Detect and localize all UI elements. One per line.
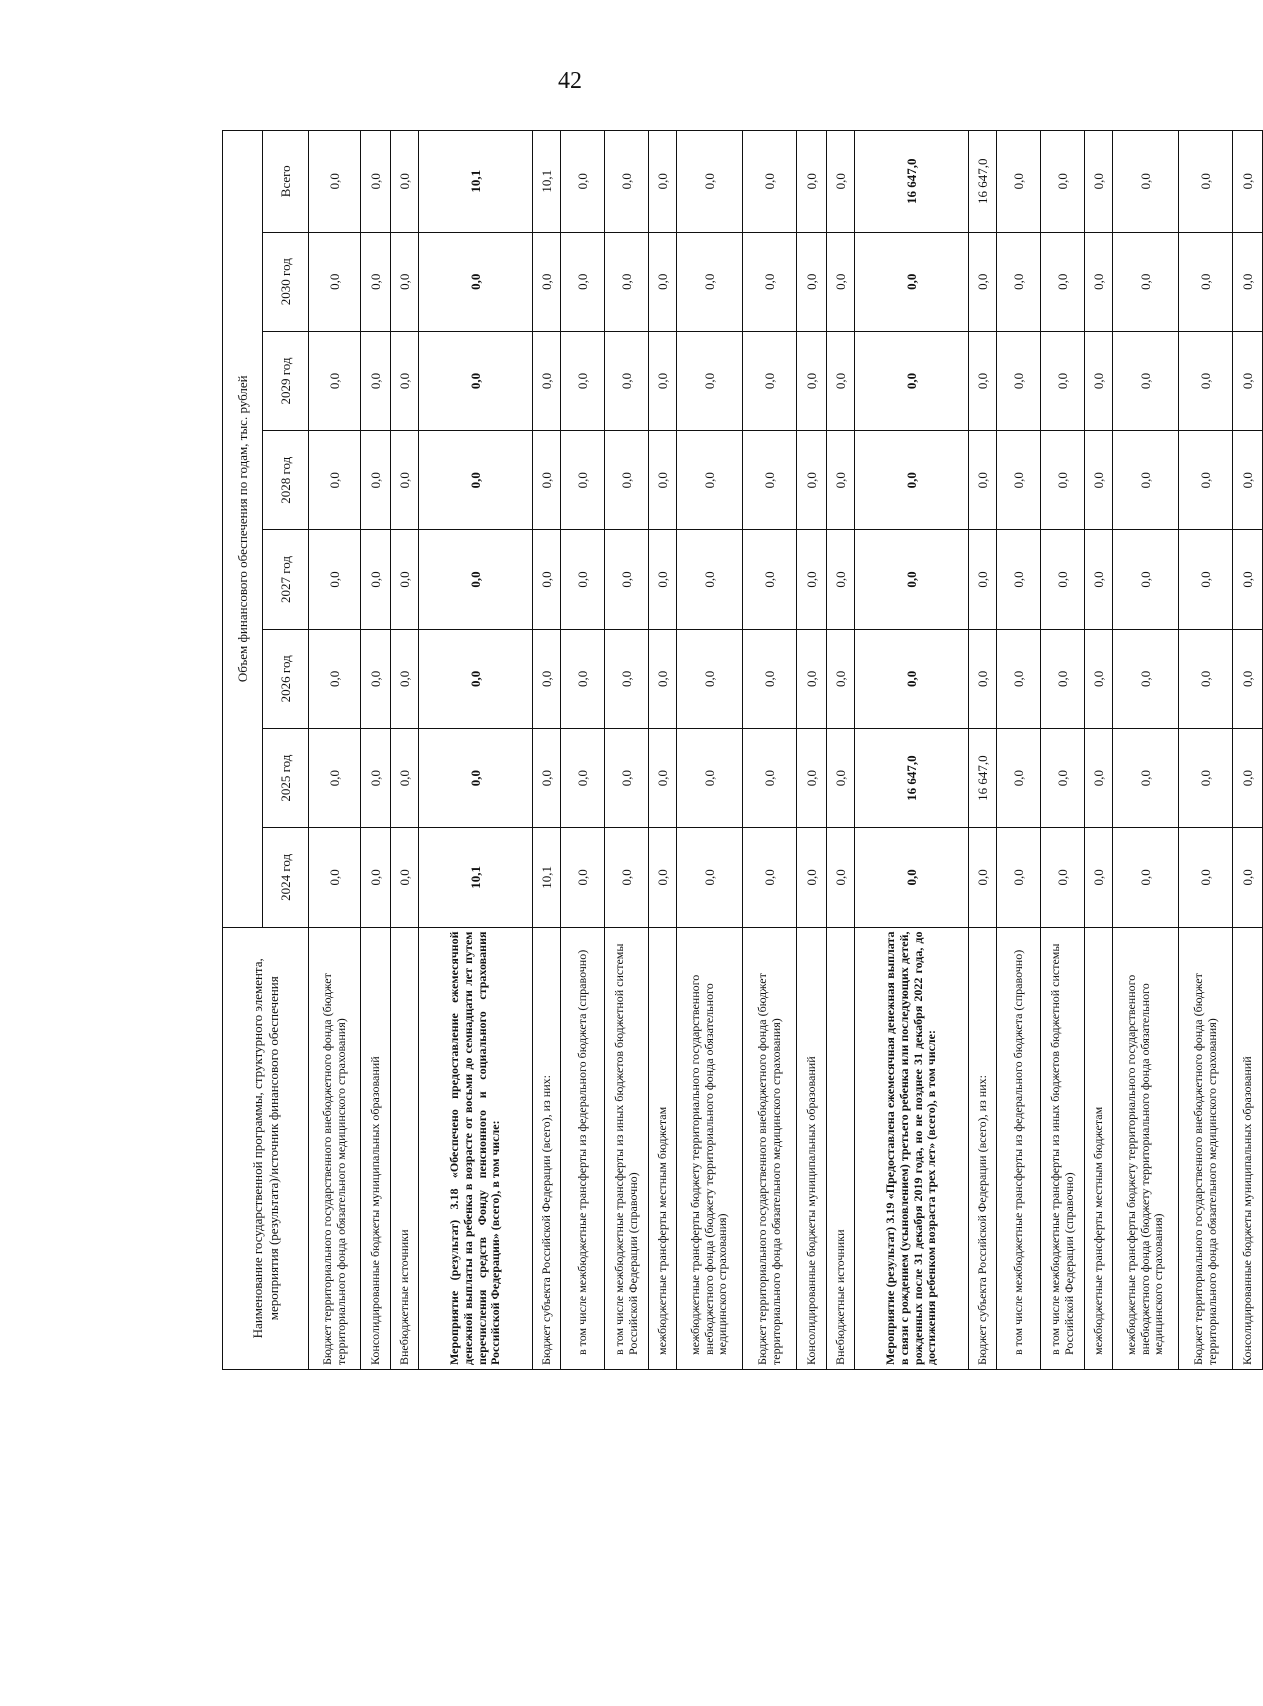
row-year-value: 0,0 — [677, 728, 743, 827]
row-year-value: 0,0 — [1041, 728, 1085, 827]
row-year-value: 0,0 — [561, 828, 605, 927]
header-year: 2024 год — [263, 828, 309, 927]
header-year: 2029 год — [263, 331, 309, 430]
row-year-value: 0,0 — [1041, 431, 1085, 530]
row-total-value: 0,0 — [1085, 131, 1113, 233]
row-year-value: 0,0 — [605, 530, 649, 629]
row-year-value: 0,0 — [419, 232, 533, 331]
row-year-value: 0,0 — [361, 331, 391, 430]
table-row — [969, 131, 997, 1370]
row-year-value: 0,0 — [1113, 431, 1179, 530]
row-year-value: 0,0 — [827, 728, 855, 827]
row-name: Мероприятие (результат) 3.19 «Предоставлена ежемесячная денежная выплата в связи с рождением (усыновлением) третьего ребенка или последующих детей, рожденных после 31 декабря 2019 года, но не позднее 31 декабря 2022 года, до достижения ребенком возраста трех лет» (всего), в том числе: — [855, 927, 969, 1369]
row-year-value: 0,0 — [1179, 828, 1233, 927]
row-year-value: 0,0 — [309, 431, 361, 530]
row-year-value: 0,0 — [743, 331, 797, 430]
row-year-value: 0,0 — [1233, 232, 1263, 331]
table-row — [533, 131, 561, 1370]
row-year-value: 0,0 — [1085, 331, 1113, 430]
row-name: Консолидированные бюджеты муниципальных образований — [797, 927, 827, 1369]
row-year-value: 0,0 — [1233, 530, 1263, 629]
row-year-value: 0,0 — [677, 232, 743, 331]
row-name: межбюджетные трансферты местным бюджетам — [1085, 927, 1113, 1369]
row-year-value: 0,0 — [561, 331, 605, 430]
row-year-value: 0,0 — [391, 232, 419, 331]
row-year-value: 0,0 — [649, 728, 677, 827]
row-total-value: 16 647,0 — [855, 131, 969, 233]
row-year-value: 0,0 — [419, 629, 533, 728]
row-year-value: 0,0 — [677, 431, 743, 530]
row-year-value: 0,0 — [605, 828, 649, 927]
row-year-value: 0,0 — [391, 431, 419, 530]
row-year-value: 0,0 — [997, 431, 1041, 530]
row-total-value: 0,0 — [743, 131, 797, 233]
row-year-value: 0,0 — [997, 629, 1041, 728]
table-row — [855, 131, 969, 1370]
row-year-value: 0,0 — [969, 530, 997, 629]
table-row — [605, 131, 649, 1370]
row-year-value: 0,0 — [649, 232, 677, 331]
row-year-value: 0,0 — [361, 232, 391, 331]
row-total-value: 0,0 — [1179, 131, 1233, 233]
row-total-value: 10,1 — [533, 131, 561, 233]
row-year-value: 0,0 — [677, 331, 743, 430]
row-year-value: 0,0 — [361, 828, 391, 927]
row-year-value: 0,0 — [361, 530, 391, 629]
row-name: межбюджетные трансферты местным бюджетам — [649, 927, 677, 1369]
row-name: Консолидированные бюджеты муниципальных образований — [361, 927, 391, 1369]
row-year-value: 0,0 — [533, 431, 561, 530]
row-year-value: 0,0 — [309, 331, 361, 430]
row-year-value: 0,0 — [561, 629, 605, 728]
row-year-value: 0,0 — [1085, 728, 1113, 827]
row-year-value: 0,0 — [309, 828, 361, 927]
row-year-value: 0,0 — [605, 331, 649, 430]
row-year-value: 0,0 — [997, 232, 1041, 331]
row-name: в том числе межбюджетные трансферты из федерального бюджета (справочно) — [997, 927, 1041, 1369]
row-year-value: 0,0 — [1233, 828, 1263, 927]
row-year-value: 0,0 — [855, 530, 969, 629]
table-body — [309, 131, 1263, 1370]
row-year-value: 0,0 — [1179, 232, 1233, 331]
row-year-value: 0,0 — [743, 530, 797, 629]
row-year-value: 0,0 — [533, 629, 561, 728]
row-year-value: 0,0 — [1041, 530, 1085, 629]
row-year-value: 0,0 — [1085, 828, 1113, 927]
row-total-value: 10,1 — [419, 131, 533, 233]
header-year: 2027 год — [263, 530, 309, 629]
row-name: Внебюджетные источники — [827, 927, 855, 1369]
row-total-value: 0,0 — [649, 131, 677, 233]
row-year-value: 0,0 — [827, 629, 855, 728]
header-year: 2030 год — [263, 232, 309, 331]
table-row — [677, 131, 743, 1370]
rotated-table-container — [222, 130, 1255, 1370]
row-year-value: 0,0 — [391, 530, 419, 629]
row-year-value: 0,0 — [1041, 629, 1085, 728]
table-row — [1041, 131, 1085, 1370]
row-year-value: 10,1 — [419, 828, 533, 927]
row-year-value: 0,0 — [649, 331, 677, 430]
row-year-value: 0,0 — [855, 629, 969, 728]
row-year-value: 0,0 — [1179, 530, 1233, 629]
row-year-value: 0,0 — [1179, 431, 1233, 530]
row-year-value: 0,0 — [1179, 629, 1233, 728]
row-year-value: 0,0 — [997, 331, 1041, 430]
row-year-value: 16 647,0 — [969, 728, 997, 827]
header-year: 2026 год — [263, 629, 309, 728]
row-total-value: 16 647,0 — [969, 131, 997, 233]
page-number: 42 — [558, 68, 582, 94]
row-year-value: 0,0 — [605, 728, 649, 827]
table-row — [1233, 131, 1263, 1370]
row-year-value: 0,0 — [1085, 629, 1113, 728]
row-year-value: 0,0 — [743, 431, 797, 530]
financing-table — [222, 130, 1263, 1370]
row-year-value: 0,0 — [997, 728, 1041, 827]
row-total-value: 0,0 — [677, 131, 743, 233]
row-year-value: 0,0 — [1041, 828, 1085, 927]
row-year-value: 0,0 — [533, 331, 561, 430]
row-year-value: 0,0 — [827, 331, 855, 430]
row-year-value: 0,0 — [969, 431, 997, 530]
row-year-value: 0,0 — [997, 828, 1041, 927]
row-year-value: 0,0 — [561, 431, 605, 530]
row-total-value: 0,0 — [361, 131, 391, 233]
row-year-value: 0,0 — [605, 232, 649, 331]
row-year-value: 0,0 — [1113, 728, 1179, 827]
row-year-value: 0,0 — [677, 629, 743, 728]
row-year-value: 0,0 — [1041, 331, 1085, 430]
row-year-value: 0,0 — [309, 530, 361, 629]
row-year-value: 0,0 — [1085, 232, 1113, 331]
row-year-value: 0,0 — [743, 629, 797, 728]
row-year-value: 0,0 — [1113, 232, 1179, 331]
row-name: межбюджетные трансферты бюджету территориального государственного внебюджетного фонда (бюджету территориального фонда обязательного медицинского страхования) — [677, 927, 743, 1369]
row-year-value: 0,0 — [391, 728, 419, 827]
table-row — [997, 131, 1041, 1370]
row-name: межбюджетные трансферты бюджету территориального государственного внебюджетного фонда (бюджету территориального фонда обязательного медицинского страхования) — [1113, 927, 1179, 1369]
table-row — [309, 131, 361, 1370]
row-year-value: 0,0 — [361, 431, 391, 530]
row-year-value: 0,0 — [827, 431, 855, 530]
row-year-value: 0,0 — [855, 431, 969, 530]
row-year-value: 0,0 — [1041, 232, 1085, 331]
row-year-value: 0,0 — [561, 728, 605, 827]
row-total-value: 0,0 — [605, 131, 649, 233]
row-year-value: 0,0 — [361, 629, 391, 728]
row-year-value: 10,1 — [533, 828, 561, 927]
row-year-value: 0,0 — [533, 530, 561, 629]
row-year-value: 0,0 — [997, 530, 1041, 629]
row-year-value: 0,0 — [391, 629, 419, 728]
row-total-value: 0,0 — [1233, 131, 1263, 233]
row-year-value: 0,0 — [797, 232, 827, 331]
header-year: 2028 год — [263, 431, 309, 530]
row-year-value: 16 647,0 — [855, 728, 969, 827]
table-row — [649, 131, 677, 1370]
row-year-value: 0,0 — [969, 331, 997, 430]
row-year-value: 0,0 — [743, 828, 797, 927]
row-year-value: 0,0 — [561, 232, 605, 331]
row-year-value: 0,0 — [419, 728, 533, 827]
row-year-value: 0,0 — [1233, 331, 1263, 430]
row-year-value: 0,0 — [797, 331, 827, 430]
row-year-value: 0,0 — [969, 629, 997, 728]
row-year-value: 0,0 — [1179, 728, 1233, 827]
row-year-value: 0,0 — [827, 530, 855, 629]
row-total-value: 0,0 — [561, 131, 605, 233]
row-year-value: 0,0 — [419, 431, 533, 530]
row-total-value: 0,0 — [797, 131, 827, 233]
row-year-value: 0,0 — [827, 828, 855, 927]
row-year-value: 0,0 — [969, 232, 997, 331]
table-row — [797, 131, 827, 1370]
row-year-value: 0,0 — [533, 232, 561, 331]
row-year-value: 0,0 — [1233, 431, 1263, 530]
row-year-value: 0,0 — [649, 530, 677, 629]
row-year-value: 0,0 — [855, 232, 969, 331]
row-year-value: 0,0 — [827, 232, 855, 331]
row-name: Бюджет субъекта Российской Федерации (всего), из них: — [969, 927, 997, 1369]
row-year-value: 0,0 — [743, 728, 797, 827]
header-total: Всего — [263, 131, 309, 233]
row-year-value: 0,0 — [533, 728, 561, 827]
row-year-value: 0,0 — [419, 530, 533, 629]
header-year: 2025 год — [263, 728, 309, 827]
row-year-value: 0,0 — [677, 828, 743, 927]
header-group-label: Объем финансового обеспечения по годам, тыс. рублей — [223, 131, 263, 928]
row-year-value: 0,0 — [1085, 431, 1113, 530]
row-name: в том числе межбюджетные трансферты из иных бюджетов бюджетной системы Российской Федерации (справочно) — [605, 927, 649, 1369]
row-year-value: 0,0 — [561, 530, 605, 629]
row-year-value: 0,0 — [855, 828, 969, 927]
row-year-value: 0,0 — [309, 629, 361, 728]
row-year-value: 0,0 — [391, 331, 419, 430]
row-year-value: 0,0 — [1179, 331, 1233, 430]
row-year-value: 0,0 — [309, 728, 361, 827]
row-name: Внебюджетные источники — [391, 927, 419, 1369]
row-year-value: 0,0 — [743, 232, 797, 331]
row-year-value: 0,0 — [797, 530, 827, 629]
row-name: Консолидированные бюджеты муниципальных образований — [1233, 927, 1263, 1369]
row-year-value: 0,0 — [969, 828, 997, 927]
row-year-value: 0,0 — [677, 530, 743, 629]
row-name: в том числе межбюджетные трансферты из федерального бюджета (справочно) — [561, 927, 605, 1369]
row-total-value: 0,0 — [1113, 131, 1179, 233]
table-row — [361, 131, 391, 1370]
table-row — [827, 131, 855, 1370]
row-year-value: 0,0 — [1113, 629, 1179, 728]
row-year-value: 0,0 — [649, 431, 677, 530]
table-row — [561, 131, 605, 1370]
row-year-value: 0,0 — [1113, 331, 1179, 430]
row-total-value: 0,0 — [391, 131, 419, 233]
table-row — [1179, 131, 1233, 1370]
row-name: Бюджет субъекта Российской Федерации (всего), из них: — [533, 927, 561, 1369]
row-total-value: 0,0 — [1041, 131, 1085, 233]
row-name: Бюджет территориального государственного внебюджетного фонда (бюджет территориального фонда обязательного медицинского страхования) — [1179, 927, 1233, 1369]
row-year-value: 0,0 — [1233, 728, 1263, 827]
row-year-value: 0,0 — [419, 331, 533, 430]
row-year-value: 0,0 — [855, 331, 969, 430]
row-name: Бюджет территориального государственного внебюджетного фонда (бюджет территориального фонда обязательного медицинского страхования) — [309, 927, 361, 1369]
row-name: Бюджет территориального государственного внебюджетного фонда (бюджет территориального фонда обязательного медицинского страхования) — [743, 927, 797, 1369]
row-year-value: 0,0 — [797, 828, 827, 927]
row-name: Мероприятие (результат) 3.18 «Обеспечено предоставление ежемесячной денежной выплаты на ребенка в возрасте от восьми до семнадцати лет путем перечисления средств Фонду пенсионного и социального страхования Российской Федерации» (всего), в том числе: — [419, 927, 533, 1369]
row-year-value: 0,0 — [1085, 530, 1113, 629]
row-year-value: 0,0 — [309, 232, 361, 331]
row-year-value: 0,0 — [1233, 629, 1263, 728]
row-year-value: 0,0 — [797, 728, 827, 827]
header-name-column: Наименование государственной программы, структурного элемента, мероприятия (результата)/источник финансового обеспечения — [223, 927, 309, 1369]
row-year-value: 0,0 — [605, 629, 649, 728]
row-year-value: 0,0 — [1113, 828, 1179, 927]
table-row — [391, 131, 419, 1370]
row-year-value: 0,0 — [649, 629, 677, 728]
row-year-value: 0,0 — [391, 828, 419, 927]
row-year-value: 0,0 — [1113, 530, 1179, 629]
row-year-value: 0,0 — [649, 828, 677, 927]
table-row — [743, 131, 797, 1370]
row-year-value: 0,0 — [797, 629, 827, 728]
table-row — [1085, 131, 1113, 1370]
row-year-value: 0,0 — [361, 728, 391, 827]
row-total-value: 0,0 — [309, 131, 361, 233]
row-year-value: 0,0 — [797, 431, 827, 530]
row-total-value: 0,0 — [827, 131, 855, 233]
row-name: в том числе межбюджетные трансферты из иных бюджетов бюджетной системы Российской Федерации (справочно) — [1041, 927, 1085, 1369]
row-total-value: 0,0 — [997, 131, 1041, 233]
table-row — [419, 131, 533, 1370]
row-year-value: 0,0 — [605, 431, 649, 530]
table-row — [1113, 131, 1179, 1370]
